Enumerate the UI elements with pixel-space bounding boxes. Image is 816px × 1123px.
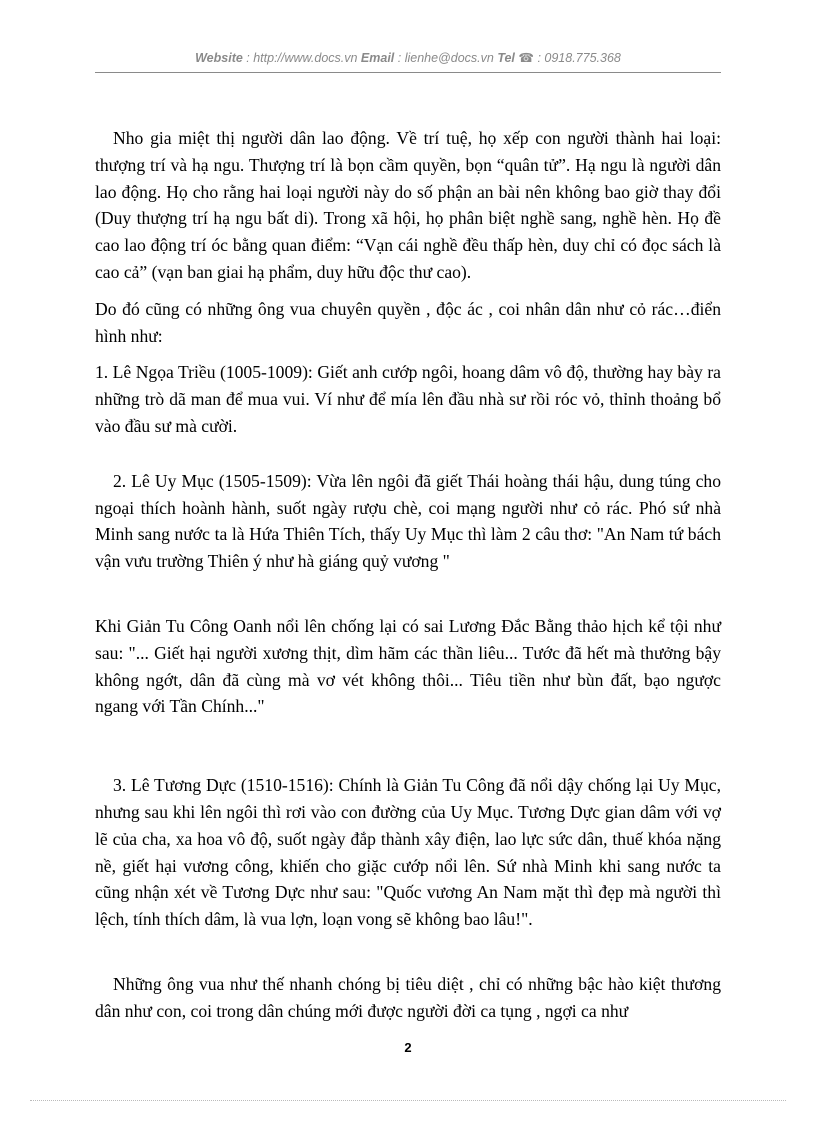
paragraph-nho-gia: Nho gia miệt thị người dân lao động. Về trí tuệ, họ xếp con người thành hai loại: thượng trí và hạ ngu. Thượng trí là bọn cầm quyền, bọn “quân tử”. Hạ ngu là người dân lao động. Họ cho rằng hai loại người này do số phận an bài nên không bao giờ thay đổi (Duy thượng trí hạ ngu bất di). Trong xã hội, họ phân biệt nghề sang, nghề hèn. Họ đề cao lao động trí óc bằng quan điểm: “Vạn cái nghề đều thấp hèn, duy chỉ có đọc sách là cao cả” (vạn ban giai hạ phẩm, duy hữu độc thư cao). [95, 128, 721, 282]
paragraph-conclusion: Những ông vua như thế nhanh chóng bị tiêu diệt , chỉ có những bậc hào kiệt thương dân như con, coi trong dân chúng mới được người đời ca tụng , ngợi ca như [95, 973, 721, 1021]
paragraph-intro-kings: Do đó cũng có những ông vua chuyên quyền , độc ác , coi nhân dân như cỏ rác…điển hình như: [95, 298, 721, 346]
header-divider [95, 72, 721, 73]
email-address: : lienhe@docs.vn [394, 51, 498, 65]
tel-label: Tel [497, 51, 515, 65]
paragraph-le-uy-muc: 2. Lê Uy Mục (1505-1509): Vừa lên ngôi đã giết Thái hoàng thái hậu, dung túng cho ngoại thích hoành hành, suốt ngày rượu chè, coi mạng người như cỏ rác. Phó sứ nhà Minh sang nước ta là Hứa Thiên Tích, thấy Uy Mục thì làm 2 câu thơ: "An Nam tứ bách vận vưu trường Thiên ý như hà giáng quỷ vương " [95, 470, 721, 572]
website-url: : http://www.docs.vn [242, 51, 361, 65]
page-header [95, 50, 721, 65]
document-body [95, 125, 721, 1025]
page-number: 2 [404, 1040, 412, 1055]
paragraph-gian-tu-cong: Khi Giản Tu Công Oanh nổi lên chống lại có sai Lương Đắc Bằng thảo hịch kể tội như sau: "... Giết hại người xương thịt, dìm hãm các thần liêu... Tước đã hết mà thưởng bậy không ngớt, dân đã cùng mà vơ vét không thôi... Tiêu tiền như bùn đất, bạo ngược ngang với Tần Chính..." [95, 615, 721, 717]
email-label: Email [360, 51, 395, 65]
paragraph-le-tuong-duc: 3. Lê Tương Dực (1510-1516): Chính là Giản Tu Công đã nổi dậy chống lại Uy Mục, nhưng sau khi lên ngôi thì rơi vào con đường của Uy Mục. Tương Dực gian dâm với vợ lẽ của cha, xa hoa vô độ, suốt ngày đắp thành xây điện, lao lực sức dân, thuế khóa nặng nề, giết hại vương công, khiến cho giặc cướp nổi lên. Sứ nhà Minh khi sang nước ta cũng nhận xét về Tương Dực như sau: "Quốc vương An Nam mặt thì đẹp mà người thì lệch, tính thích dâm, là vua lợn, loạn vong sẽ không bao lâu!". [95, 775, 721, 930]
website-label: Website [195, 51, 243, 65]
phone-icon: ☎ [518, 51, 534, 65]
footer-divider [30, 1100, 786, 1101]
paragraph-le-ngoa-trieu: 1. Lê Ngọa Triều (1005-1009): Giết anh cướp ngôi, hoang dâm vô độ, thường hay bày ra những trò dã man để mua vui. Ví như để mía lên đầu nhà sư rồi róc vỏ, thỉnh thoảng bổ vào đầu sư mà cười. [95, 362, 721, 436]
tel-number: : 0918.775.368 [533, 51, 621, 65]
